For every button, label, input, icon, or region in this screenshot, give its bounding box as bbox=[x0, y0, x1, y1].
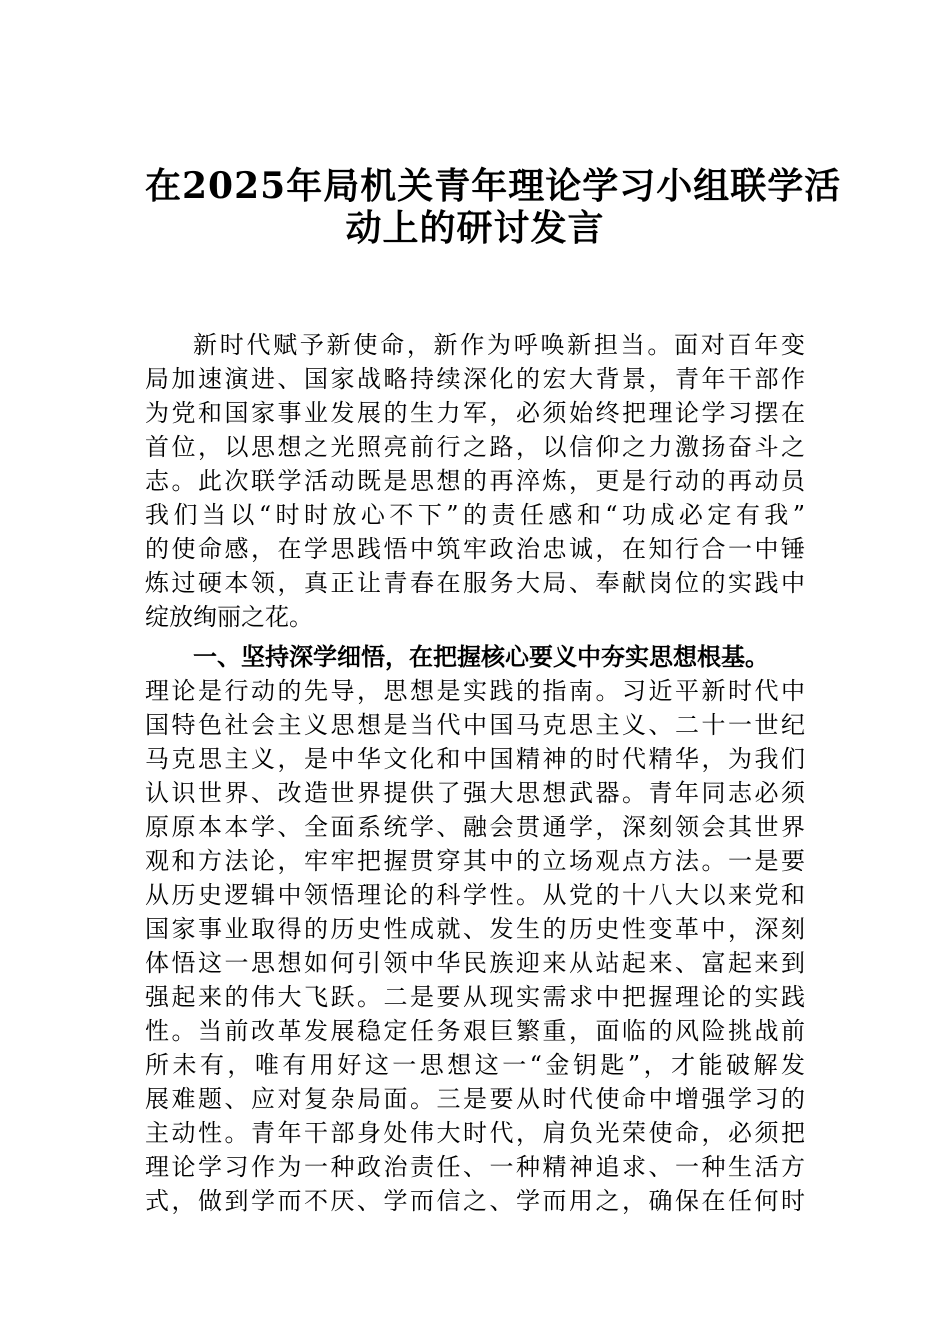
section-1-paragraph-line: 体悟这一思想如何引领中华民族迎来从站起来、富起来到 bbox=[145, 949, 805, 977]
intro-paragraph-line: 炼过硬本领，真正让青春在服务大局、奉献岗位的实践中 bbox=[145, 569, 805, 597]
section-1-paragraph-line: 国家事业取得的历史性成就、发生的历史性变革中，深刻 bbox=[145, 915, 805, 943]
section-1-paragraph-line: 马克思主义，是中华文化和中国精神的时代精华，为我们 bbox=[145, 745, 805, 773]
intro-paragraph-line: 绽放绚丽之花。 bbox=[145, 603, 313, 631]
section-1-paragraph-line: 展难题、应对复杂局面。三是要从时代使命中增强学习的 bbox=[145, 1085, 805, 1113]
section-1-paragraph-line: 从历史逻辑中领悟理论的科学性。从党的十八大以来党和 bbox=[145, 881, 805, 909]
document-title-line-1: 在2025年局机关青年理论学习小组联学活 bbox=[145, 165, 842, 207]
intro-paragraph-line: 首位，以思想之光照亮前行之路，以信仰之力激扬奋斗之 bbox=[145, 433, 805, 461]
section-1-paragraph-line: 理论是行动的先导，思想是实践的指南。习近平新时代中 bbox=[145, 677, 805, 705]
section-1-paragraph-line: 原原本本学、全面系统学、融会贯通学，深刻领会其世界 bbox=[145, 813, 805, 841]
section-1-heading: 一、坚持深学细悟，在把握核心要义中夯实思想根基。 bbox=[193, 643, 769, 671]
intro-paragraph-line: 为党和国家事业发展的生力军，必须始终把理论学习摆在 bbox=[145, 399, 805, 427]
section-1-paragraph-line: 国特色社会主义思想是当代中国马克思主义、二十一世纪 bbox=[145, 711, 805, 739]
intro-paragraph-line: 局加速演进、国家战略持续深化的宏大背景，青年干部作 bbox=[145, 365, 805, 393]
section-1-paragraph-line: 式，做到学而不厌、学而信之、学而用之，确保在任何时 bbox=[145, 1187, 805, 1215]
section-1-paragraph-line: 强起来的伟大飞跃。二是要从现实需求中把握理论的实践 bbox=[145, 983, 805, 1011]
intro-paragraph-line: 志。此次联学活动既是思想的再淬炼，更是行动的再动员 bbox=[145, 467, 805, 495]
section-1-paragraph-line: 理论学习作为一种政治责任、一种精神追求、一种生活方 bbox=[145, 1153, 805, 1181]
document-title-line-2: 动上的研讨发言 bbox=[345, 207, 605, 249]
section-1-paragraph-line: 主动性。青年干部身处伟大时代，肩负光荣使命，必须把 bbox=[145, 1119, 805, 1147]
intro-paragraph-line: 的使命感，在学思践悟中筑牢政治忠诚，在知行合一中锤 bbox=[145, 535, 805, 563]
section-1-paragraph-line: 所未有，唯有用好这一思想这一“金钥匙”，才能破解发 bbox=[145, 1051, 805, 1079]
section-1-paragraph-line: 性。当前改革发展稳定任务艰巨繁重，面临的风险挑战前 bbox=[145, 1017, 805, 1045]
section-1-paragraph-line: 认识世界、改造世界提供了强大思想武器。青年同志必须 bbox=[145, 779, 805, 807]
intro-paragraph-line: 新时代赋予新使命，新作为呼唤新担当。面对百年变 bbox=[193, 331, 805, 359]
intro-paragraph-line: 我们当以“时时放心不下”的责任感和“功成必定有我” bbox=[145, 501, 805, 529]
section-1-paragraph-line: 观和方法论，牢牢把握贯穿其中的立场观点方法。一是要 bbox=[145, 847, 805, 875]
